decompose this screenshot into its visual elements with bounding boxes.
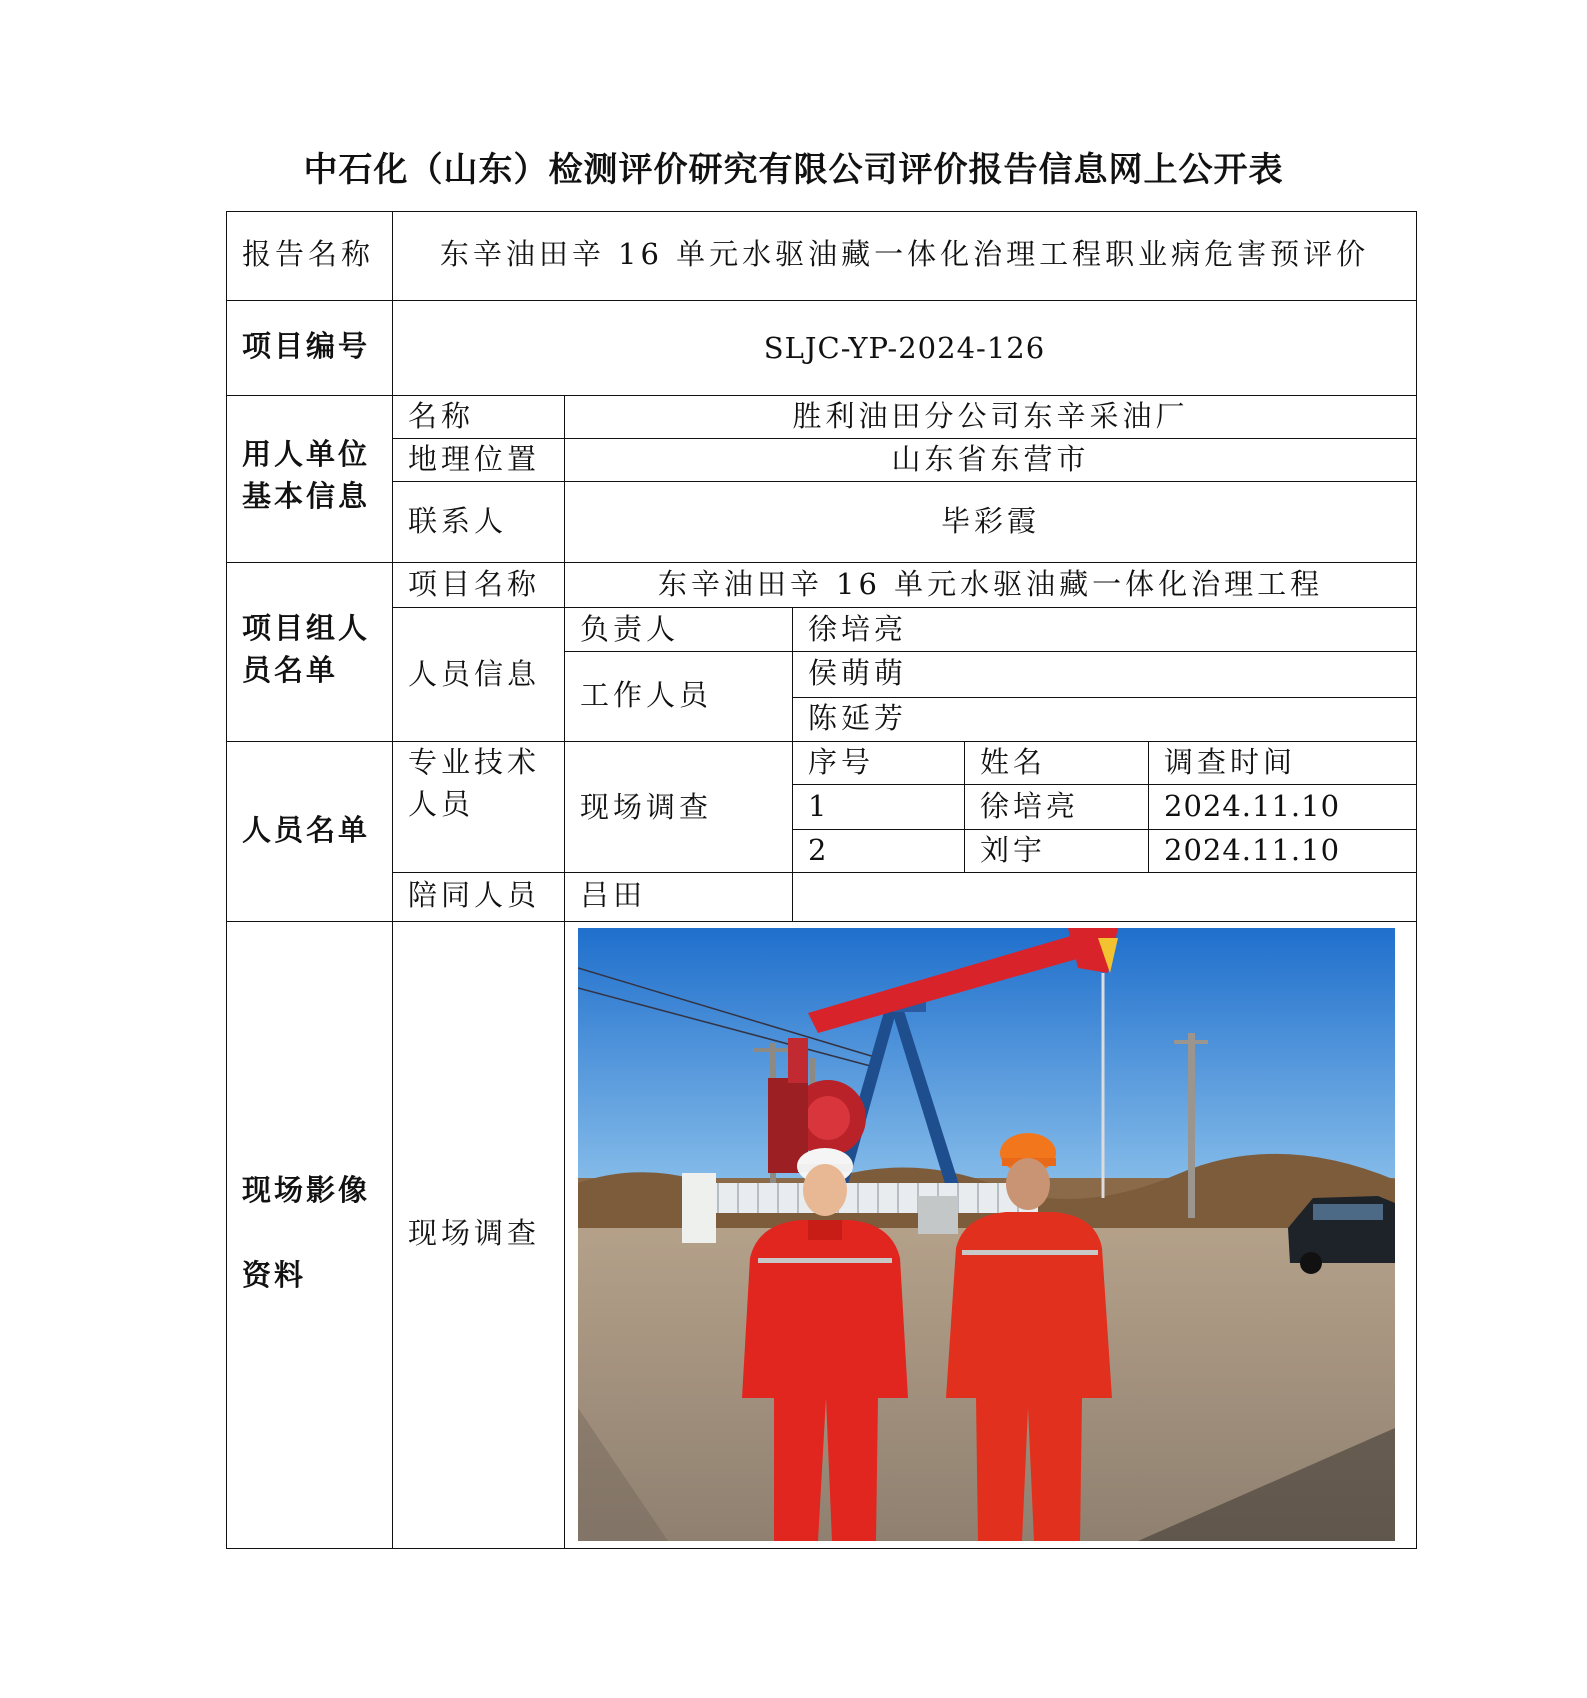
- contact-value: 毕彩霞: [940, 504, 1040, 538]
- accompany-label: 陪同人员: [408, 878, 541, 912]
- header-date: 调查时间: [1164, 745, 1297, 779]
- row-2-name: 刘宇: [980, 833, 1047, 867]
- worker-label: 工作人员: [580, 678, 713, 712]
- site-survey-label: 现场调查: [408, 1216, 541, 1250]
- personnel-label: 人员名单: [242, 813, 371, 847]
- worker-1: 侯萌萌: [808, 656, 908, 690]
- report-name-label: 报告名称: [242, 237, 375, 271]
- row-2-date: 2024.11.10: [1164, 833, 1341, 867]
- team-label-line1: 项目组人: [242, 611, 371, 645]
- worker-2: 陈延芳: [808, 701, 908, 735]
- report-name-value: 东辛油田辛 16 单元水驱油藏一体化治理工程职业病危害预评价: [439, 237, 1370, 271]
- accompany-value: 吕田: [580, 878, 647, 912]
- staff-info-label: 人员信息: [408, 657, 541, 691]
- leader-value: 徐培亮: [808, 612, 908, 646]
- site-photo: [578, 928, 1395, 1541]
- location-value: 山东省东营市: [891, 442, 1090, 476]
- row-1-no: 1: [808, 789, 828, 823]
- row-2-no: 2: [808, 833, 828, 867]
- header-no: 序号: [808, 745, 875, 779]
- project-number-value: SLJC-YP-2024-126: [763, 331, 1046, 365]
- project-number-label: 项目编号: [242, 329, 371, 363]
- tech-label-line2: 人员: [408, 787, 475, 821]
- team-label-line2: 员名单: [242, 653, 339, 687]
- employer-label-line1: 用人单位: [242, 437, 371, 471]
- document-title: 中石化（山东）检测评价研究有限公司评价报告信息网上公开表: [303, 150, 1284, 190]
- employer-name-label: 名称: [408, 399, 475, 433]
- project-name-label: 项目名称: [408, 567, 541, 601]
- site-label-line2: 资料: [242, 1258, 307, 1292]
- location-label: 地理位置: [408, 442, 541, 476]
- header-name: 姓名: [980, 745, 1047, 779]
- leader-label: 负责人: [580, 612, 680, 646]
- row-1-name: 徐培亮: [980, 789, 1080, 823]
- project-name-value: 东辛油田辛 16 单元水驱油藏一体化治理工程: [657, 567, 1324, 601]
- survey-type-label: 现场调查: [580, 790, 713, 824]
- employer-name-value: 胜利油田分公司东辛采油厂: [792, 399, 1189, 433]
- row-1-date: 2024.11.10: [1164, 789, 1341, 823]
- contact-label: 联系人: [408, 504, 508, 538]
- site-label-line1: 现场影像: [242, 1173, 371, 1207]
- employer-label-line2: 基本信息: [242, 479, 371, 513]
- tech-label-line1: 专业技术: [408, 745, 541, 779]
